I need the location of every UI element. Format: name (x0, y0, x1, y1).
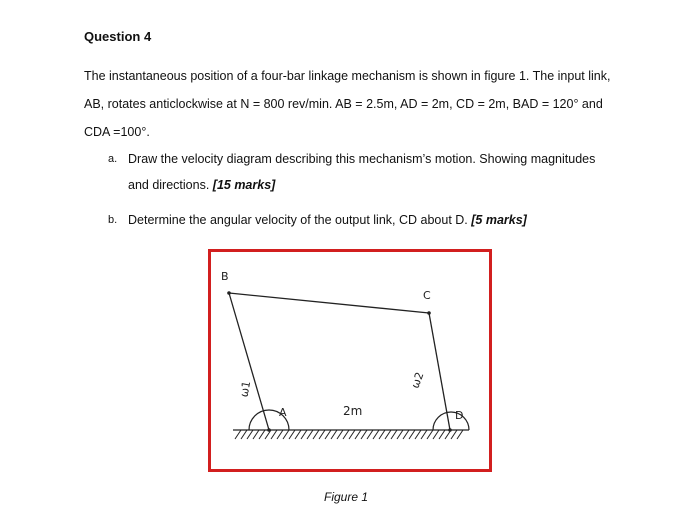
joint-d (448, 428, 452, 432)
part-b-label: b. (108, 214, 118, 226)
linkage-figure (208, 249, 492, 472)
part-b (108, 207, 628, 237)
linkage-diagram (211, 252, 489, 469)
pivot-d-support (433, 412, 469, 430)
link-ab (229, 293, 269, 430)
question-paragraph: The instantaneous position of a four-bar linkage mechanism is shown in figure 1. The input link, AB, rotates anticlockwise at N = 800 rev/min. AB = 2.5m, AD = 2m, CD = 2m, BAD = 120° and CDA =100°. (84, 69, 611, 139)
label-d: D (455, 409, 464, 422)
figure-caption: Figure 1 (324, 490, 369, 504)
part-b-marks: [5 marks] (471, 213, 527, 227)
joint-a (267, 428, 271, 432)
part-a-label: a. (108, 153, 118, 165)
dimension-ad-label: 2m (343, 404, 363, 418)
link-cd (429, 313, 450, 430)
label-a: A (279, 406, 287, 419)
part-a-text: Draw the velocity diagram describing this mechanism’s motion. Showing magnitudes and directions. (128, 152, 596, 192)
label-b: B (221, 270, 229, 283)
part-b-text: Determine the angular velocity of the output link, CD about D. (128, 213, 472, 227)
link-bc (229, 293, 429, 313)
part-a (108, 146, 628, 202)
part-a-marks: [15 marks] (212, 178, 276, 192)
label-c: C (423, 289, 431, 302)
joint-b (227, 291, 231, 295)
question-title: Question 4 (84, 29, 152, 44)
joint-c (427, 311, 431, 315)
omega1-label: ω1 (237, 379, 254, 399)
omega2-label: ω2 (408, 370, 427, 391)
